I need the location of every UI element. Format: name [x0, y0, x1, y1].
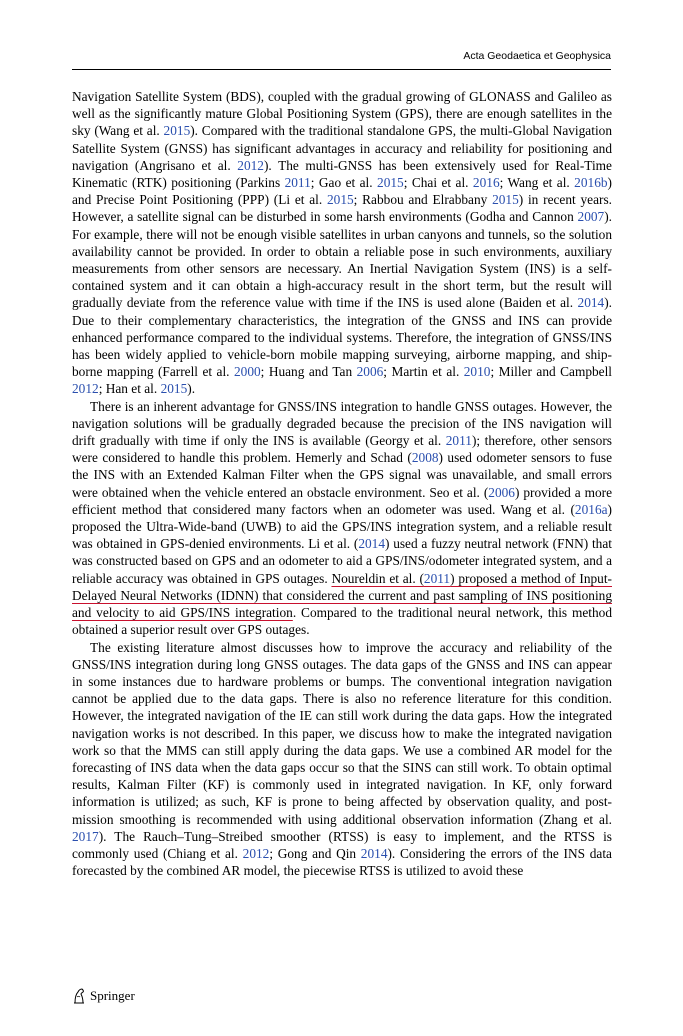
citation-link[interactable]: 2012 [242, 845, 270, 861]
citation-link[interactable]: 2014 [360, 845, 388, 861]
text-run: ; Chai et al. [403, 175, 473, 191]
citation-link[interactable]: 2011 [423, 570, 451, 586]
text-run: ). For example, there will not be enough visible satellites in urban canyons and tunnels, so the solution availability cannot be provided. In order to obtain a reliable pose in such environments, auxiliary measurements from other sensors are necessary. An Inertial Navigation System (INS) is a self-contained system and it can obtain a high-accuracy result in the short term, but the result will gradually deviate from the reference value with time if the INS is used alone (Baiden et al. [72, 209, 612, 311]
text-run: ) proposed a method of Input-Delayed Neural Networks (IDNN) that considered the current and past sampling of INS positioning and velocity to aid GPS/INS integration [72, 570, 612, 621]
text-run: Noureldin et al. ( [331, 570, 424, 586]
citation-link[interactable]: 2015 [377, 175, 404, 191]
citation-link[interactable]: 2011 [284, 175, 311, 191]
journal-header: Acta Geodaetica et Geophysica [463, 50, 611, 62]
text-run: ); therefore, other sensors were considered to handle this problem. Hemerly and Schad ( [72, 433, 612, 466]
text-run: There is an inherent advantage for GNSS/INS integration to handle GNSS outages. However, the navigation solutions will be gradually degraded because the precision of the INS navigation will drift gradually with time if only the INS is available (Georgy et al. [72, 398, 612, 449]
header-rule [72, 69, 611, 70]
text-run: ; Wang et al. [499, 175, 575, 191]
text-run: ). The multi-GNSS has been extensively used for Real-Time Kinematic (RTK) positioning (Parkins [72, 157, 612, 191]
paragraph-3 [72, 639, 612, 880]
text-run: ) and Precise Point Positioning (PPP) (Li et al. [72, 175, 612, 208]
text-run: ). The Rauch–Tung–Streibed smoother (RTSS) is easy to implement, and the RTSS is commonly used (Chiang et al. [72, 828, 612, 861]
citation-link[interactable]: 2015 [492, 192, 519, 208]
citation-link[interactable]: 2016a [574, 501, 608, 517]
text-run: ; Miller and Campbell [490, 364, 613, 380]
text-run: ). Due to their complementary characteristics, the integration of the GNSS and INS can provide enhanced performance compared to the individual systems. Therefore, the integration of GNSS/INS has been widely applied to vehicle-born mobile mapping surveying, airborne mapping, and ship-borne mapping (Farrell et al. [72, 295, 612, 380]
citation-link[interactable]: 2014 [577, 295, 605, 311]
citation-link[interactable]: 2016b [574, 175, 608, 191]
citation-link[interactable]: 2012 [237, 157, 264, 173]
text-run: ; Huang and Tan [260, 364, 357, 380]
citation-link[interactable]: 2015 [163, 123, 191, 139]
publisher-name: Springer [90, 988, 135, 1003]
text-run: ) used a fuzzy neutral network (FNN) that was constructed based on GPS and an odometer to aid a GPS/INS/odometer integrated system, and a reliable accuracy was obtained in GPS outages. [72, 536, 612, 586]
citation-link[interactable]: 2011 [445, 433, 472, 449]
text-run: ) used odometer sensors to fuse the INS with an Extended Kalman Filter when the GPS signal was unavailable, and small errors were obtained when the vehicle entered an obstacle environment. Seo et al. ( [72, 450, 612, 500]
citation-link[interactable]: 2007 [577, 209, 605, 225]
text-run: . Compared to the traditional neural network, this method obtained a superior result over GPS outages. [72, 605, 612, 638]
citation-link[interactable]: 2008 [411, 450, 439, 466]
text-run: ). Considering the errors of the INS data forecasted by the combined AR model, the piecewise RTSS is utilized to avoid these [72, 845, 612, 879]
text-run: Navigation Satellite System (BDS), coupled with the gradual growing of GLONASS and Galileo as well as the significantly mature Global Positioning System (GPS), there are enough satellites in the sky (Wang et al. [72, 89, 612, 139]
citation-link[interactable]: 2017 [72, 828, 99, 844]
citation-link[interactable]: 2010 [463, 364, 491, 380]
text-run: The existing literature almost discusses how to improve the accuracy and reliability of the GNSS/INS integration during long GNSS outages. The data gaps of the GNSS and INS can appear in some instances due to hardware problems or bumps. The conventional integration navigation cannot be applied due to the data gaps. There is also no reference literature for this condition. However, the integrated navigation of the IE can still work during the data gaps. How the integrated navigation works is not described. In this paper, we discuss how to make the integrated navigation work so that the MMS can still apply during the data gaps. We use a combined AR model for the forecasting of INS data when the data gaps occur so that the SINS can still work. To obtain optimal results, Kalman Filter (KF) is commonly used in integrated navigation. In KF, only forward information is utilized; as such, KF is prone to being affected by observation quality, and post-mission smoothing is recommended with using additional observation information (Zhang et al. [72, 639, 612, 827]
citation-link[interactable]: 2000 [233, 364, 261, 380]
citation-link[interactable]: 2012 [72, 381, 99, 397]
text-run: ) proposed the Ultra-Wide-band (UWB) to aid the GPS/INS integration system, and a reliable result was obtained in GPS-denied environments. Li et al. ( [72, 501, 612, 552]
text-run: ; Han et al. [98, 381, 161, 397]
text-run: ) provided a more efficient method that considered many factors when an odometer was used. Wang et al. ( [72, 484, 612, 517]
text-run: ). Compared with the traditional standalone GPS, the multi-Global Navigation Satellite System (GNSS) has significant advantages in accuracy and reliability for positioning and navigation (Angrisano et al. [72, 123, 612, 173]
page-footer [72, 987, 135, 1005]
paragraph-1 [72, 88, 612, 398]
paragraph-2 [72, 398, 612, 639]
text-run: ; Rabbou and Elrabbany [353, 192, 493, 208]
text-run: ; Gao et al. [310, 175, 378, 191]
article-body [72, 88, 612, 879]
text-run: ; Martin et al. [383, 364, 464, 380]
springer-horse-icon [72, 987, 86, 1005]
text-run: ). [187, 381, 196, 397]
citation-link[interactable]: 2015 [160, 381, 188, 397]
text-run: ) in recent years. However, a satellite signal can be disturbed in some harsh environments (Godha and Cannon [72, 192, 612, 225]
text-run: ; Gong and Qin [269, 845, 361, 861]
citation-link[interactable]: 2006 [356, 364, 384, 380]
citation-link[interactable]: 2014 [358, 536, 386, 552]
citation-link[interactable]: 2015 [326, 192, 354, 208]
citation-link[interactable]: 2016 [472, 175, 500, 191]
citation-link[interactable]: 2006 [488, 484, 515, 500]
